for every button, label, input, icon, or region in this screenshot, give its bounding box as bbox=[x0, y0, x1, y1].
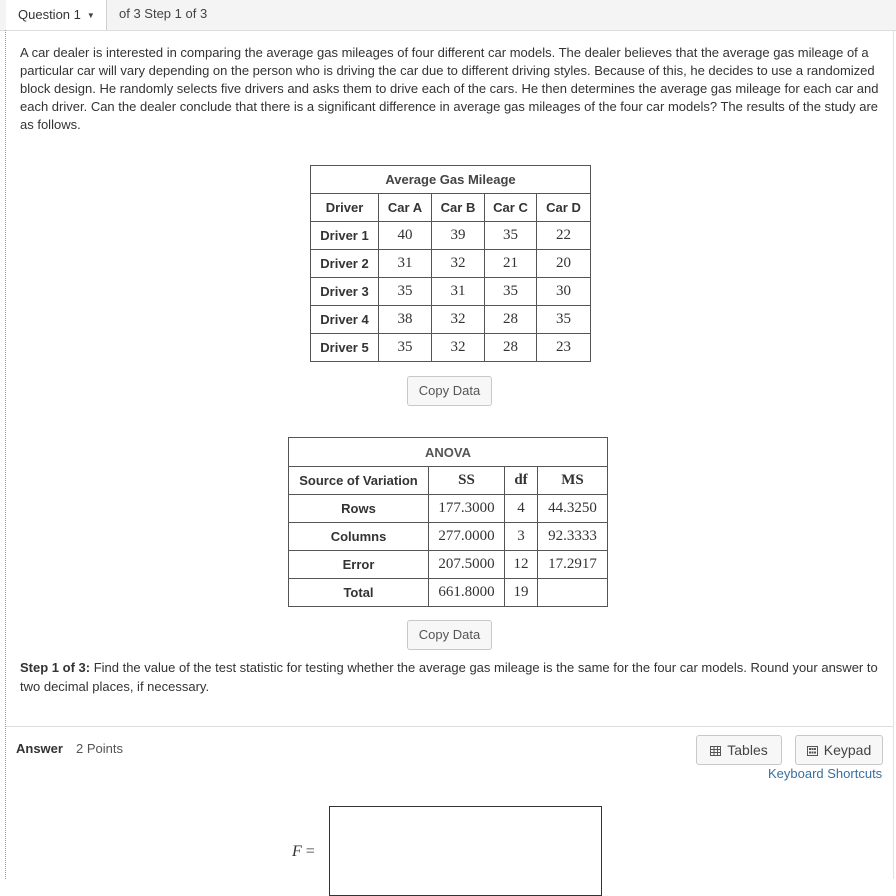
header-car-a: Car A bbox=[379, 194, 432, 222]
mileage-table bbox=[310, 165, 591, 362]
table-row bbox=[311, 250, 591, 278]
table-row bbox=[311, 334, 591, 362]
ms-cell: 44.3250 bbox=[538, 495, 608, 523]
mileage-table-caption: Average Gas Mileage bbox=[311, 166, 591, 194]
mileage-cell: 28 bbox=[485, 306, 537, 334]
f-statistic-label bbox=[292, 843, 315, 861]
mileage-cell: 35 bbox=[537, 306, 591, 334]
table-row bbox=[289, 495, 608, 523]
mileage-cell: 39 bbox=[432, 222, 485, 250]
mileage-cell: 30 bbox=[537, 278, 591, 306]
caret-down-icon: ▼ bbox=[86, 10, 95, 20]
mileage-cell: 22 bbox=[537, 222, 591, 250]
answer-points: 2 Points bbox=[76, 741, 123, 756]
driver-label: Driver 2 bbox=[311, 250, 379, 278]
copy-data-button-mileage[interactable]: Copy Data bbox=[407, 376, 492, 406]
mileage-cell: 31 bbox=[379, 250, 432, 278]
mileage-cell: 35 bbox=[485, 222, 537, 250]
question-selector-label: Question 1 bbox=[18, 7, 81, 22]
mileage-cell: 20 bbox=[537, 250, 591, 278]
table-row bbox=[311, 222, 591, 250]
mileage-cell: 32 bbox=[432, 250, 485, 278]
df-cell: 3 bbox=[505, 523, 538, 551]
table-row bbox=[289, 523, 608, 551]
source-label: Columns bbox=[289, 523, 429, 551]
header-ss: SS bbox=[429, 467, 505, 495]
header-ms: MS bbox=[538, 467, 608, 495]
equals-sign: = bbox=[305, 843, 315, 860]
df-cell: 4 bbox=[505, 495, 538, 523]
df-cell: 12 bbox=[505, 551, 538, 579]
table-row bbox=[289, 579, 608, 607]
step-instructions bbox=[20, 658, 880, 696]
ss-cell: 661.8000 bbox=[429, 579, 505, 607]
mileage-cell: 32 bbox=[432, 334, 485, 362]
question-text: A car dealer is interested in comparing the average gas mileages of four different car models. The dealer believes that the average gas mileage of a particular car will vary depending on the person who is driving the car due to different driving styles. Because of this, he decides to use a randomized block design. He randomly selects five drivers and asks them to drive each of the cars. He then determines the average gas mileage for each car and each driver. Can the dealer conclude that there is a significant difference in average gas mileages of the four car models? The results of the study are as follows. bbox=[20, 45, 879, 132]
table-grid-icon bbox=[710, 746, 721, 756]
question-toolbar bbox=[0, 0, 896, 31]
ss-cell: 177.3000 bbox=[429, 495, 505, 523]
mileage-cell: 32 bbox=[432, 306, 485, 334]
source-label: Total bbox=[289, 579, 429, 607]
mileage-cell: 38 bbox=[379, 306, 432, 334]
mileage-cell: 21 bbox=[485, 250, 537, 278]
driver-label: Driver 1 bbox=[311, 222, 379, 250]
driver-label: Driver 4 bbox=[311, 306, 379, 334]
left-divider bbox=[5, 30, 6, 879]
f-statistic-answer-input[interactable] bbox=[329, 806, 602, 896]
keypad-button[interactable] bbox=[795, 735, 883, 765]
mileage-cell: 35 bbox=[379, 278, 432, 306]
header-car-b: Car B bbox=[432, 194, 485, 222]
mileage-cell: 28 bbox=[485, 334, 537, 362]
copy-data-button-anova[interactable]: Copy Data bbox=[407, 620, 492, 650]
table-row bbox=[289, 551, 608, 579]
table-row bbox=[311, 278, 591, 306]
ss-cell: 207.5000 bbox=[429, 551, 505, 579]
mileage-cell: 23 bbox=[537, 334, 591, 362]
anova-table bbox=[288, 437, 608, 607]
header-car-c: Car C bbox=[485, 194, 537, 222]
keypad-button-label: Keypad bbox=[823, 742, 872, 758]
tables-button-label: Tables bbox=[727, 742, 768, 758]
ms-cell: 17.2917 bbox=[538, 551, 608, 579]
ss-cell: 277.0000 bbox=[429, 523, 505, 551]
driver-label: Driver 5 bbox=[311, 334, 379, 362]
tables-button[interactable] bbox=[696, 735, 782, 765]
table-row bbox=[311, 306, 591, 334]
header-source: Source of Variation bbox=[289, 467, 429, 495]
header-driver: Driver bbox=[311, 194, 379, 222]
driver-label: Driver 3 bbox=[311, 278, 379, 306]
step-text: Find the value of the test statistic for testing whether the average gas mileage is the same for the four car models. Round your answer to two decimal places, if necessary. bbox=[20, 660, 878, 694]
header-df: df bbox=[505, 467, 538, 495]
source-label: Rows bbox=[289, 495, 429, 523]
anova-table-caption: ANOVA bbox=[289, 438, 608, 467]
df-cell: 19 bbox=[505, 579, 538, 607]
mileage-cell: 35 bbox=[379, 334, 432, 362]
answer-divider bbox=[6, 726, 893, 727]
answer-label: Answer bbox=[16, 741, 63, 756]
keyboard-shortcuts-link[interactable]: Keyboard Shortcuts bbox=[768, 766, 883, 781]
step-progress: of 3 Step 1 of 3 bbox=[119, 6, 208, 21]
step-prefix: Step 1 of 3: bbox=[20, 660, 91, 675]
right-divider bbox=[893, 30, 894, 879]
mileage-cell: 40 bbox=[379, 222, 432, 250]
header-car-d: Car D bbox=[537, 194, 591, 222]
mileage-cell: 35 bbox=[485, 278, 537, 306]
mileage-cell: 31 bbox=[432, 278, 485, 306]
ms-cell bbox=[538, 579, 608, 607]
keypad-grid-icon bbox=[807, 746, 818, 756]
ms-cell: 92.3333 bbox=[538, 523, 608, 551]
question-selector[interactable] bbox=[6, 0, 107, 30]
f-variable: F bbox=[292, 843, 302, 860]
source-label: Error bbox=[289, 551, 429, 579]
